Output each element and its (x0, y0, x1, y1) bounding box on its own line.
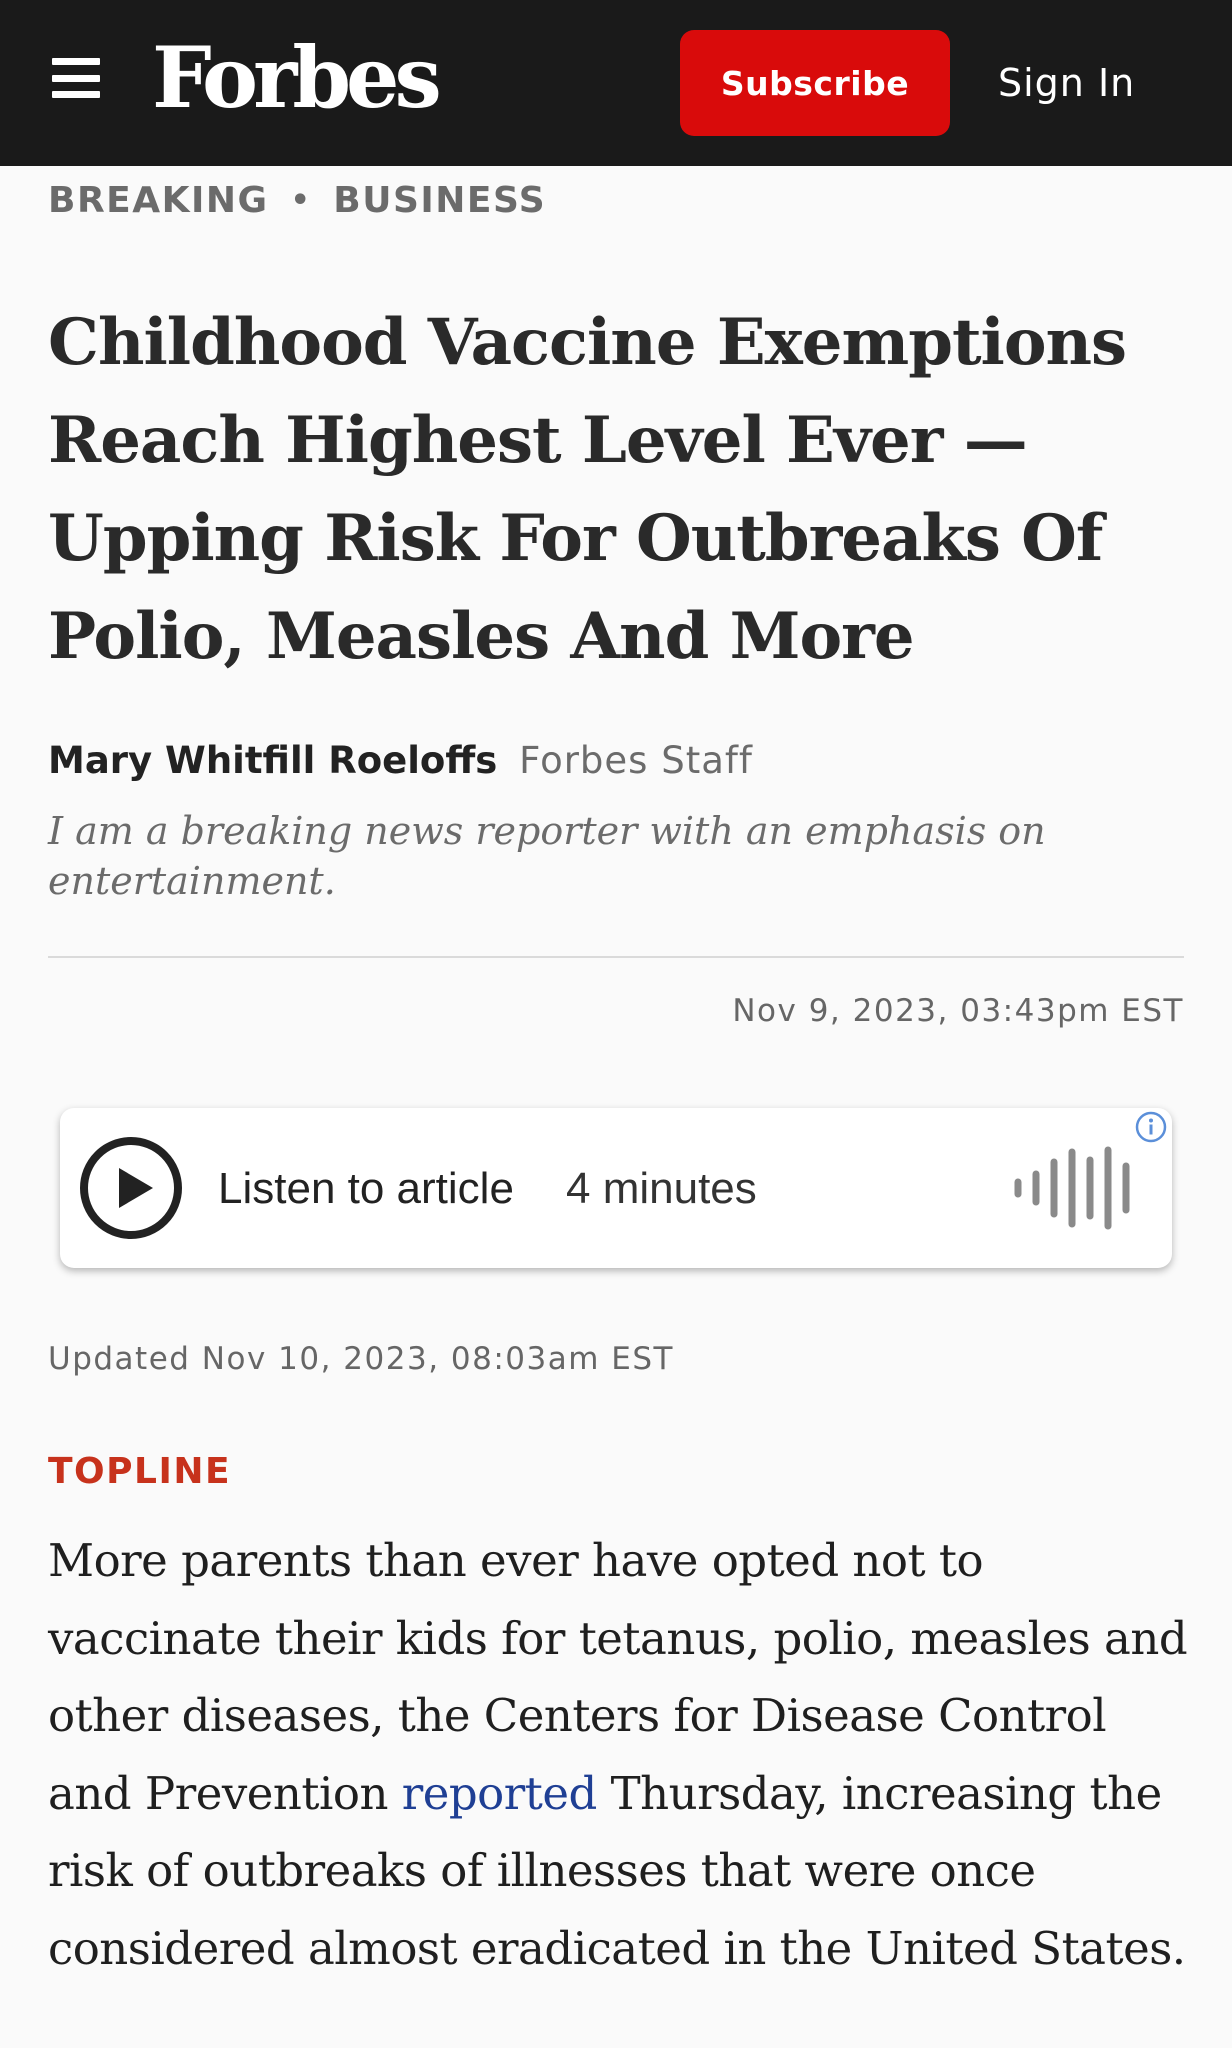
listen-label: Listen to article (218, 1164, 514, 1213)
publish-date: Nov 9, 2023, 03:43pm EST (732, 993, 1184, 1029)
article-body (48, 1522, 1188, 1987)
info-icon[interactable] (1134, 1110, 1168, 1144)
play-icon[interactable] (78, 1135, 184, 1241)
body-text-start: More parents than ever have opted not to vaccinate their kids for tetanus, polio, measles and other diseases, the Centers for Disease Control and Prevention (48, 1534, 1188, 1820)
audio-player[interactable] (60, 1108, 1172, 1268)
menu-icon[interactable] (52, 58, 100, 98)
breadcrumb-business[interactable]: BUSINESS (333, 179, 547, 221)
topline-label: TOPLINE (48, 1451, 232, 1492)
author-name[interactable]: Mary Whitfill Roeloffs (48, 739, 498, 782)
soundwave-icon (1008, 1138, 1148, 1238)
author-role: Forbes Staff (519, 739, 753, 782)
divider (48, 956, 1184, 958)
author-bio: I am a breaking news reporter with an emphasis on entertainment. (48, 809, 1046, 903)
forbes-logo[interactable]: Forbes (152, 28, 437, 127)
reported-link[interactable]: reported (401, 1766, 597, 1820)
breadcrumb-breaking[interactable]: BREAKING (48, 179, 269, 221)
byline (48, 736, 753, 786)
updated-date: Updated Nov 10, 2023, 08:03am EST (48, 1341, 674, 1377)
article-headline: Childhood Vaccine Exemptions Reach Highest Level Ever — Upping Risk For Outbreaks Of Polio, Measles And More (48, 305, 1127, 674)
sign-in-link[interactable]: Sign In (998, 61, 1136, 105)
audio-duration: 4 minutes (566, 1164, 757, 1213)
breadcrumb (48, 176, 546, 224)
breadcrumb-separator: • (290, 182, 312, 218)
body-text-end: Thursday, increasing the risk of outbreaks of illnesses that were once considered almost eradicated in the United States. (48, 1766, 1186, 1975)
top-navigation-bar (0, 0, 1232, 166)
subscribe-button[interactable]: Subscribe (680, 30, 950, 136)
